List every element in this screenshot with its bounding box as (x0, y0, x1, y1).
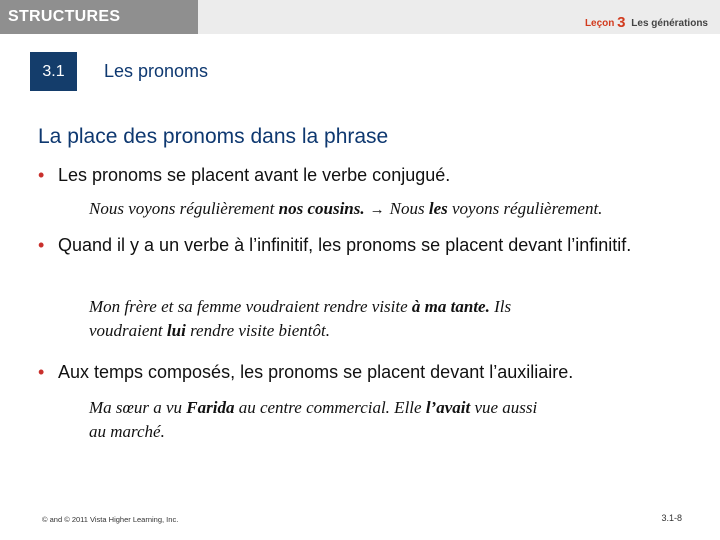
example-sentence (89, 197, 602, 222)
bullet-dot: • (38, 362, 45, 382)
lesson-title: Les générations (631, 18, 708, 29)
slide-heading: La place des pronoms dans la phrase (38, 125, 389, 148)
example-bold-text: à ma tante. (411, 297, 490, 316)
example-text: Nous voyons régulièrement (89, 199, 279, 218)
example-text: Ils (489, 297, 512, 316)
example-text: rendre visite bientôt. (185, 321, 330, 340)
example-text: au centre commercial. Elle (234, 398, 426, 417)
page-number: 3.1-8 (661, 513, 682, 523)
example-text: voudraient (89, 321, 167, 340)
example-text: Nous (389, 199, 429, 218)
bullet-dot: • (38, 235, 45, 255)
bullet-text: Aux temps composés, les pronoms se placent devant l’auxiliaire. (58, 362, 574, 382)
bullet-item (38, 361, 698, 383)
example-text: Mon frère et sa femme voudraient rendre visite (89, 297, 412, 316)
bullet-dot: • (38, 165, 45, 185)
header-bar (0, 0, 720, 34)
example-text: voyons régulièrement. (447, 199, 603, 218)
lesson-number: 3 (617, 14, 626, 31)
example-sentence (89, 295, 511, 343)
copyright-footer: © and © 2011 Vista Higher Learning, Inc. (42, 515, 179, 524)
section-number-box (30, 52, 77, 91)
bullet-item (38, 234, 698, 256)
example-text: Ma sœur a vu (89, 398, 187, 417)
arrow-icon: → (369, 202, 385, 218)
example-bold-text: lui (166, 321, 186, 340)
section-title: Les pronoms (104, 61, 209, 81)
example-bold-text: l’avait (425, 398, 471, 417)
example-bold-text: Farida (186, 398, 235, 417)
bullet-item (38, 164, 698, 186)
example-sentence (89, 396, 537, 444)
bullet-text: Les pronoms se placent avant le verbe conjugué. (58, 165, 451, 185)
section-number: 3.1 (42, 63, 65, 80)
brand-block (0, 0, 198, 34)
example-bold-text: nos cousins. (278, 199, 365, 218)
bullet-text: Quand il y a un verbe à l’infinitif, les pronoms se placent devant l’infinitif. (58, 235, 632, 255)
lesson-word: Leçon (584, 18, 615, 29)
lesson-label (585, 13, 708, 30)
example-text: vue aussi (470, 398, 538, 417)
example-bold-text: les (428, 199, 448, 218)
example-text: au marché. (89, 422, 165, 441)
brand-title: STRUCTURES (8, 8, 121, 25)
